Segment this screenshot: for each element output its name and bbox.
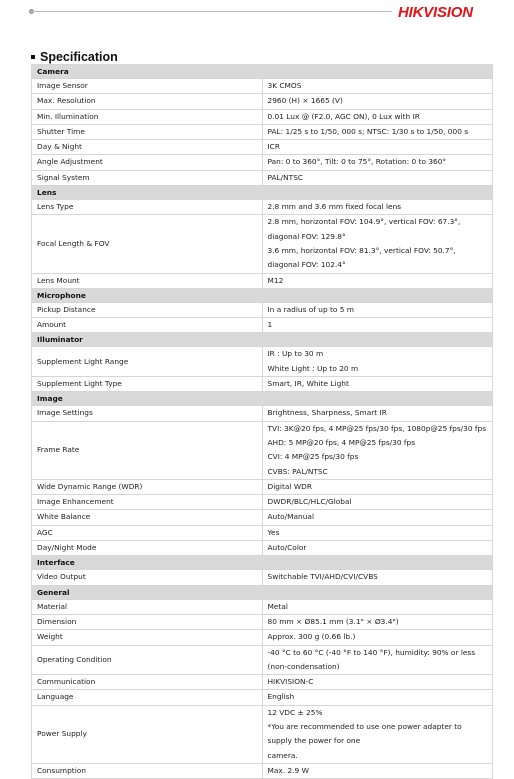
section-title: Lens	[32, 186, 493, 200]
spec-label: Max. Resolution	[32, 94, 263, 109]
spec-label: Supplement Light Range	[32, 347, 263, 377]
spec-label: Wide Dynamic Range (WDR)	[32, 479, 263, 494]
spec-value	[262, 421, 493, 479]
section-header	[32, 585, 493, 599]
spec-row	[32, 273, 493, 288]
spec-value-line: TVI: 3K@20 fps, 4 MP@25 fps/30 fps, 1080p@25 fps/30 fps	[267, 423, 487, 433]
spec-value	[262, 614, 493, 629]
spec-label: Lens Mount	[32, 273, 263, 288]
spec-row	[32, 79, 493, 94]
section-title: Interface	[32, 556, 493, 570]
spec-value	[262, 645, 493, 675]
spec-label: Focal Length & FOV	[32, 215, 263, 273]
square-bullet-icon	[31, 55, 35, 59]
spec-value-line: DWDR/BLC/HLC/Global	[267, 497, 352, 507]
spec-row	[32, 510, 493, 525]
spec-value-line: 0.01 Lux @ (F2.0, AGC ON), 0 Lux with IR	[267, 111, 420, 121]
spec-value-line: Approx. 300 g (0.66 lb.)	[267, 632, 356, 642]
spec-label: Consumption	[32, 763, 263, 778]
section-header	[32, 186, 493, 200]
spec-row	[32, 630, 493, 645]
spec-value-line: White Light : Up to 20 m	[267, 363, 359, 373]
section-header	[32, 556, 493, 570]
spec-value-line: 2.8 mm and 3.6 mm fixed focal lens	[267, 202, 402, 212]
spec-value	[262, 140, 493, 155]
spec-row	[32, 675, 493, 690]
spec-value	[262, 200, 493, 215]
spec-value-line: Switchable TVI/AHD/CVI/CVBS	[267, 572, 378, 582]
spec-label: Weight	[32, 630, 263, 645]
spec-value	[262, 302, 493, 317]
spec-value-line: Metal	[267, 601, 288, 611]
spec-value	[262, 479, 493, 494]
spec-value	[262, 377, 493, 392]
spec-value	[262, 675, 493, 690]
section-header	[32, 65, 493, 79]
spec-row	[32, 124, 493, 139]
spec-value	[262, 406, 493, 421]
spec-row	[32, 347, 493, 377]
spec-value-line: Pan: 0 to 360°, Tilt: 0 to 75°, Rotation: 0 to 360°	[267, 157, 447, 167]
spec-row	[32, 94, 493, 109]
spec-row	[32, 170, 493, 185]
spec-value	[262, 510, 493, 525]
spec-value	[262, 599, 493, 614]
spec-label: Communication	[32, 675, 263, 690]
spec-value	[262, 94, 493, 109]
specification-table	[31, 64, 493, 779]
spec-label: Pickup Distance	[32, 302, 263, 317]
spec-label: Day & Night	[32, 140, 263, 155]
header-rule	[30, 11, 392, 12]
spec-value-line: Auto/Manual	[267, 512, 315, 522]
spec-row	[32, 495, 493, 510]
spec-value-line: 2960 (H) × 1665 (V)	[267, 96, 343, 106]
spec-row	[32, 599, 493, 614]
spec-row	[32, 215, 493, 273]
spec-label: Lens Type	[32, 200, 263, 215]
section-title: Microphone	[32, 288, 493, 302]
spec-value-line: *You are recommended to use one power adapter to supply the power for one	[267, 721, 462, 746]
spec-row	[32, 570, 493, 585]
spec-value-line: In a radius of up to 5 m	[267, 304, 355, 314]
spec-row	[32, 614, 493, 629]
spec-label: Material	[32, 599, 263, 614]
spec-label: Image Settings	[32, 406, 263, 421]
spec-value	[262, 170, 493, 185]
spec-row	[32, 541, 493, 556]
spec-value	[262, 318, 493, 333]
spec-label: Shutter Time	[32, 124, 263, 139]
spec-label: AGC	[32, 525, 263, 540]
spec-row	[32, 421, 493, 479]
section-header	[32, 333, 493, 347]
spec-row	[32, 525, 493, 540]
spec-value-line: 3.6 mm, horizontal FOV: 81.3°, vertical FOV: 50.7°, diagonal FOV: 102.4°	[267, 245, 456, 270]
spec-value-line: 80 mm × Ø85.1 mm (3.1" × Ø3.4")	[267, 616, 399, 626]
spec-value-line: 12 VDC ± 25%	[267, 707, 323, 717]
spec-row	[32, 318, 493, 333]
section-header	[32, 392, 493, 406]
spec-label: Power Supply	[32, 705, 263, 763]
spec-label: Video Output	[32, 570, 263, 585]
section-header	[32, 288, 493, 302]
spec-value-line: 3K CMOS	[267, 81, 302, 90]
spec-row	[32, 479, 493, 494]
spec-value-line: PAL: 1/25 s to 1/50, 000 s; NTSC: 1/30 s to 1/50, 000 s	[267, 126, 469, 136]
spec-row	[32, 109, 493, 124]
spec-value-line: camera.	[267, 750, 298, 760]
spec-value	[262, 155, 493, 170]
spec-value-line: AHD: 5 MP@20 fps, 4 MP@25 fps/30 fps	[267, 437, 416, 447]
spec-row	[32, 155, 493, 170]
page-title	[31, 50, 118, 64]
spec-label: Supplement Light Type	[32, 377, 263, 392]
section-title: Camera	[32, 65, 493, 79]
spec-label: Dimension	[32, 614, 263, 629]
spec-value-line: Brightness, Sharpness, Smart IR	[267, 408, 387, 418]
spec-value-line: Yes	[267, 527, 280, 537]
spec-value-line: CVI: 4 MP@25 fps/30 fps	[267, 452, 359, 462]
spec-value	[262, 215, 493, 273]
spec-value	[262, 347, 493, 377]
spec-row	[32, 763, 493, 778]
spec-value-line: English	[267, 692, 295, 702]
spec-label: Day/Night Mode	[32, 541, 263, 556]
spec-value-line: Auto/Color	[267, 543, 307, 553]
spec-value-line: Smart, IR, White Light	[267, 379, 349, 389]
spec-value-line: IR : Up to 30 m	[267, 349, 324, 359]
spec-value-line: M12	[267, 275, 284, 285]
spec-value-line: PAL/NTSC	[267, 172, 304, 182]
section-title: General	[32, 585, 493, 599]
spec-value-line: ICR	[267, 142, 280, 152]
spec-value	[262, 763, 493, 778]
section-title: Illuminator	[32, 333, 493, 347]
spec-label: Angle Adjustment	[32, 155, 263, 170]
spec-value-line: CVBS: PAL/NTSC	[267, 466, 328, 476]
spec-label: Signal System	[32, 170, 263, 185]
spec-row	[32, 645, 493, 675]
spec-label: Image Enhancement	[32, 495, 263, 510]
spec-row	[32, 302, 493, 317]
spec-value	[262, 690, 493, 705]
spec-row	[32, 690, 493, 705]
section-title: Image	[32, 392, 493, 406]
spec-row	[32, 200, 493, 215]
spec-label: Language	[32, 690, 263, 705]
spec-value	[262, 273, 493, 288]
spec-value-line: Digital WDR	[267, 481, 312, 491]
spec-label: Amount	[32, 318, 263, 333]
spec-value-line: Max. 2.9 W	[267, 765, 309, 775]
spec-label: Image Sensor	[32, 79, 263, 94]
spec-row	[32, 140, 493, 155]
spec-value	[262, 495, 493, 510]
spec-label: Operating Condition	[32, 645, 263, 675]
spec-row	[32, 705, 493, 763]
spec-value-line: -40 °C to 60 °C (-40 °F to 140 °F), humidity: 90% or less (non-condensation)	[267, 647, 476, 671]
spec-value	[262, 79, 493, 94]
spec-value	[262, 705, 493, 763]
spec-value-line: 1	[267, 320, 273, 330]
spec-value	[262, 630, 493, 645]
hikvision-logo: HIKVISION	[398, 4, 473, 21]
spec-row	[32, 377, 493, 392]
spec-label: Min. Illumination	[32, 109, 263, 124]
spec-row	[32, 406, 493, 421]
spec-value-line: 2.8 mm, horizontal FOV: 104.9°, vertical FOV: 67.3°, diagonal FOV: 129.8°	[267, 217, 461, 241]
spec-label: Frame Rate	[32, 421, 263, 479]
spec-value	[262, 570, 493, 585]
spec-label: White Balance	[32, 510, 263, 525]
spec-value	[262, 124, 493, 139]
spec-value-line: HIKVISION-C	[267, 677, 314, 687]
spec-value	[262, 525, 493, 540]
page-title-text: Specification	[40, 50, 118, 64]
spec-value	[262, 109, 493, 124]
spec-value	[262, 541, 493, 556]
